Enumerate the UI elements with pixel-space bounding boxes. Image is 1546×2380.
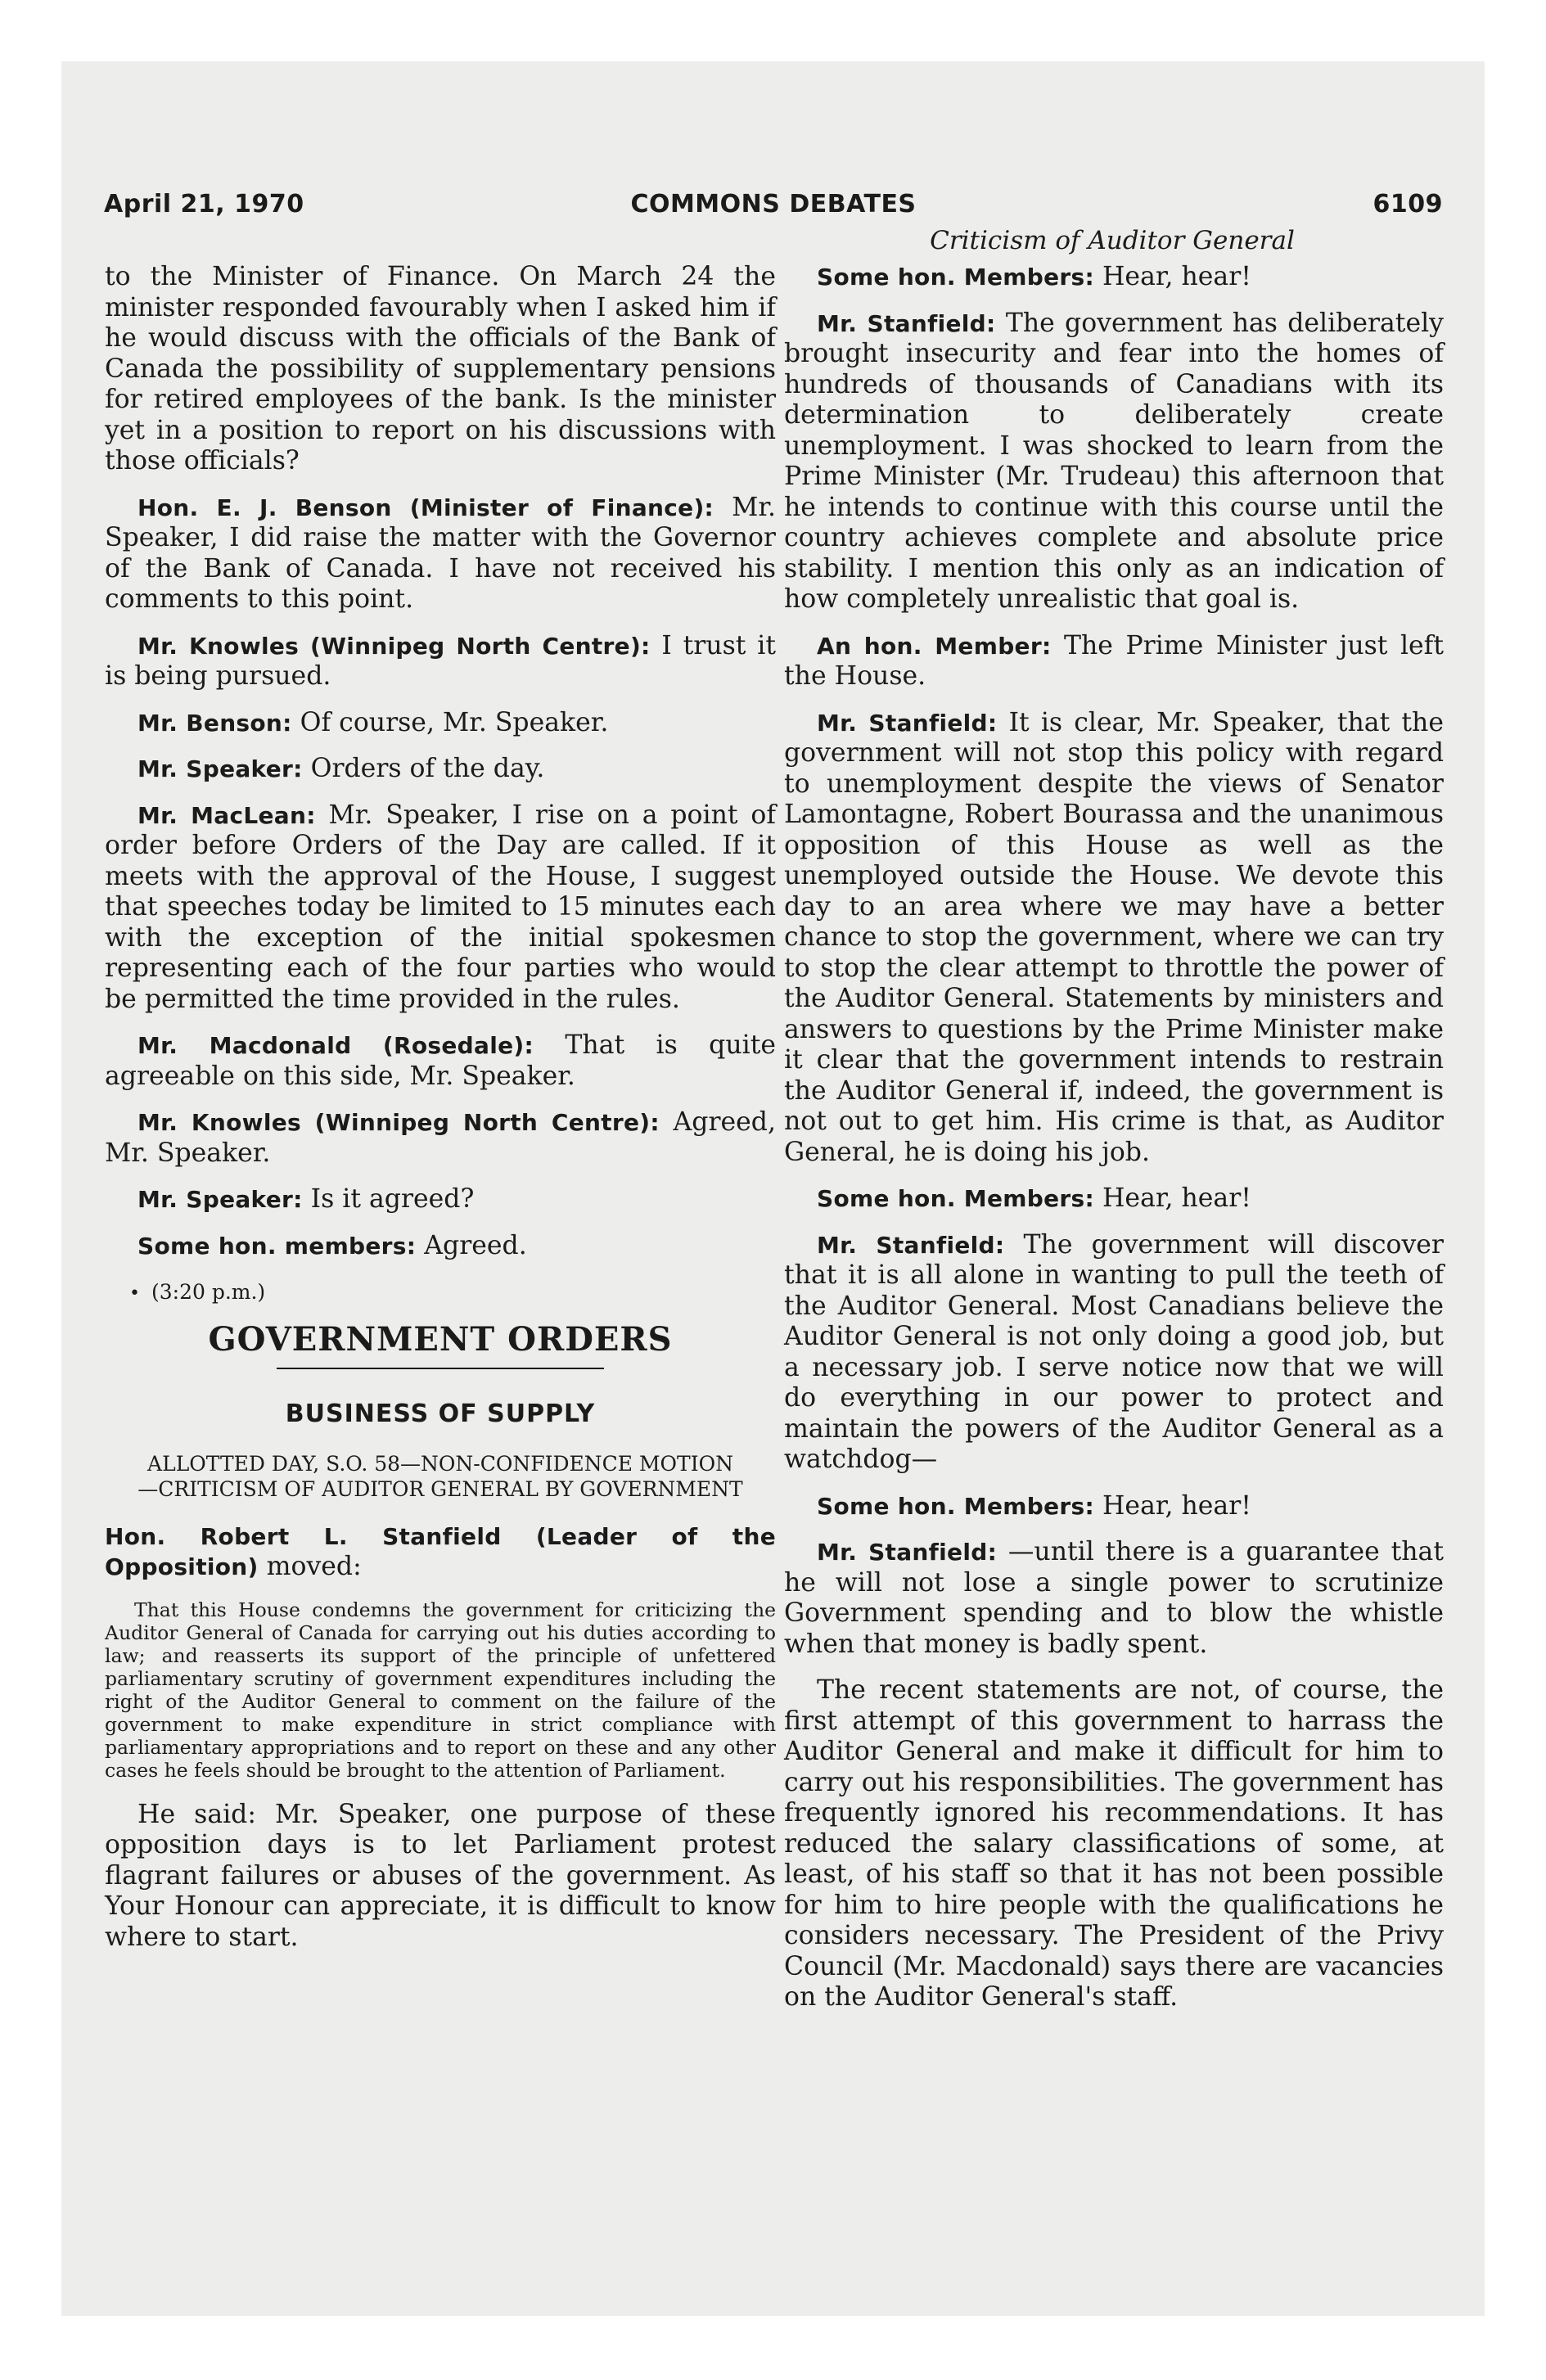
section-divider xyxy=(277,1368,604,1369)
speaker-name: Some hon. Members: xyxy=(817,1185,1094,1212)
bullet-icon: • xyxy=(129,1283,140,1304)
allotted-day-heading: ALLOTTED DAY, S.O. 58—NON-CONFIDENCE MOTION—CRITICISM OF AUDITOR GENERAL BY GOVERNMENT xyxy=(137,1451,743,1501)
paragraph xyxy=(105,1231,776,1262)
paragraph xyxy=(105,493,776,615)
paragraph xyxy=(105,1184,776,1215)
paragraph xyxy=(784,262,1444,293)
time-stamp: (3:20 p.m.) xyxy=(151,1280,266,1304)
paragraph xyxy=(105,1030,776,1092)
paragraph xyxy=(105,1521,776,1583)
speech-text: Agreed, Mr. Speaker. xyxy=(105,1107,776,1168)
header-page-number: 6109 xyxy=(1372,190,1443,219)
speech-text: Hear, hear! xyxy=(1093,262,1251,291)
speaker-name: Mr. Benson: xyxy=(137,709,292,737)
speaker-name: Mr. Speaker: xyxy=(137,1186,303,1213)
paragraph xyxy=(784,631,1444,692)
speech-text: Orders of the day. xyxy=(302,754,545,783)
section-title: GOVERNMENT ORDERS xyxy=(208,1319,673,1359)
speaker-name: Some hon. Members: xyxy=(817,264,1094,291)
speech-text: The government has deliberately brought insecurity and fear into the homes of hundreds of thousands of Canadians with its determination to deliberately create unemployment. I was shocked to learn from the Prime Minister (Mr. Trudeau) this afternoon that he intends to continue with this course until the country achieves complete and absolute price stability. I mention this only as an indication of how completely unrealistic that goal is. xyxy=(784,308,1444,614)
speech-text: Of course, Mr. Speaker. xyxy=(291,707,609,737)
paragraph xyxy=(784,708,1444,1169)
paragraph xyxy=(105,1107,776,1169)
speaker-name: Mr. Speaker: xyxy=(137,755,303,782)
running-subtitle: Criticism of Auditor General xyxy=(930,226,1295,255)
speaker-name: Mr. Stanfield: xyxy=(817,309,996,337)
paragraph: to the Minister of Finance. On March 24 the minister responded favourably when I asked him if he would discuss with the officials of the Bank of Canada the possibility of supplementary pensions for retired employees of the bank. Is the minister yet in a position to report on his discussions with those officials? xyxy=(105,262,776,476)
speaker-name: Mr. Knowles (Winnipeg North Centre): xyxy=(137,1109,660,1136)
section-subtitle: BUSINESS OF SUPPLY xyxy=(285,1400,596,1428)
paragraph xyxy=(105,631,776,692)
motion-text: That this House condemns the government for criticizing the Auditor General of Canada for carrying out his duties according to law; and reasserts its support of the principle of unfettered parliamentary scrutiny of government expenditures including the right of the Auditor General to comment on the failure of the government to make expenditure in strict compliance with parliamentary appropriations and to report on these and any other cases he feels should be brought to the attention of Parliament. xyxy=(105,1598,776,1782)
speech-text: I trust it is being pursued. xyxy=(105,630,776,691)
speech-text: moved: xyxy=(258,1552,362,1581)
speaker-name: An hon. Member: xyxy=(817,632,1052,660)
speech-text: That is quite agreeable on this side, Mr. Speaker. xyxy=(105,1030,777,1091)
speaker-name: Some hon. members: xyxy=(137,1232,417,1260)
speech-text: The government will discover that it is all alone in wanting to pull the teeth of the Auditor General. Most Canadians believe the Auditor General is not only doing a good job, but a necessary job. I serve notice now that we will do everything in our power to protect and maintain the powers of the Auditor General as a watchdog— xyxy=(784,1229,1444,1474)
paragraph xyxy=(784,1537,1444,1660)
speech-text: Agreed. xyxy=(416,1230,527,1260)
paragraph xyxy=(784,1230,1444,1476)
time-marker xyxy=(129,1277,776,1309)
speaker-name: Hon. E. J. Benson (Minister of Finance): xyxy=(137,494,714,521)
page-header xyxy=(104,190,1443,224)
speech-text: Mr. Speaker, I did raise the matter with the Governor of the Bank of Canada. I have not received his comments to this point. xyxy=(105,492,776,614)
speaker-name: Mr. Stanfield: xyxy=(817,1231,1005,1259)
speaker-name: Mr. Stanfield: xyxy=(817,709,998,737)
paragraph: He said: Mr. Speaker, one purpose of these opposition days is to let Parliament protest flagrant failures or abuses of the government. As Your Honour can appreciate, it is difficult to know where to start. xyxy=(105,1799,776,1952)
paragraph xyxy=(105,708,776,739)
header-publication: COMMONS DEBATES xyxy=(630,190,917,219)
left-column xyxy=(105,262,776,1968)
speech-text: —until there is a guarantee that he will not lose a single power to scrutinize Government spending and to blow the whistle when that money is badly spent. xyxy=(784,1537,1444,1659)
header-date: April 21, 1970 xyxy=(104,190,304,219)
paragraph xyxy=(784,309,1444,615)
speaker-name: Hon. Robert L. Stanfield (Leader of the Opposition) xyxy=(105,1522,776,1580)
paragraph xyxy=(784,1183,1444,1215)
speech-text: The Prime Minister just left the House. xyxy=(784,630,1444,691)
speaker-name: Mr. Stanfield: xyxy=(817,1539,998,1566)
speaker-name: Some hon. Members: xyxy=(817,1492,1094,1520)
speaker-name: Mr. Macdonald (Rosedale): xyxy=(137,1032,534,1059)
speech-text: Mr. Speaker, I rise on a point of order before Orders of the Day are called. If it meets with the approval of the House, I suggest that speeches today be limited to 15 minutes each with the exception of the initial spokesmen representing each of the four parties who would be permitted the time provided in the rules. xyxy=(105,800,776,1014)
paragraph xyxy=(105,800,776,1016)
right-column xyxy=(784,262,1444,2029)
speech-text: Hear, hear! xyxy=(1093,1183,1251,1213)
speaker-name: Mr. Knowles (Winnipeg North Centre): xyxy=(137,632,651,660)
speech-text: Is it agreed? xyxy=(302,1184,475,1214)
speech-text: It is clear, Mr. Speaker, that the government will not stop this policy with regard to unemployment despite the views of Senator Lamontagne, Robert Bourassa and the unanimous opposition of this House as well as the unemployed outside the House. We devote this day to an area where we may have a better chance to stop the government, where we can try to stop the clear attempt to throttle the power of the Auditor General. Statements by ministers and answers to questions by the Prime Minister make it clear that the government intends to restrain the Auditor General if, indeed, the government is not out to get him. His crime is that, as Auditor General, he is doing his job. xyxy=(784,707,1444,1167)
speaker-name: Mr. MacLean: xyxy=(137,801,316,829)
paragraph xyxy=(105,754,776,785)
paragraph xyxy=(784,1491,1444,1522)
paragraph: The recent statements are not, of course, the first attempt of this government to harrass the Auditor General and make it difficult for him to carry out his responsibilities. The government has frequently ignored his recommendations. It has reduced the salary classifications of some, at least, of his staff so that it has not been possible for him to hire people with the qualifications he considers necessary. The President of the Privy Council (Mr. Macdonald) says there are vacancies on the Auditor General's staff. xyxy=(784,1675,1444,2012)
speech-text: Hear, hear! xyxy=(1093,1490,1251,1521)
